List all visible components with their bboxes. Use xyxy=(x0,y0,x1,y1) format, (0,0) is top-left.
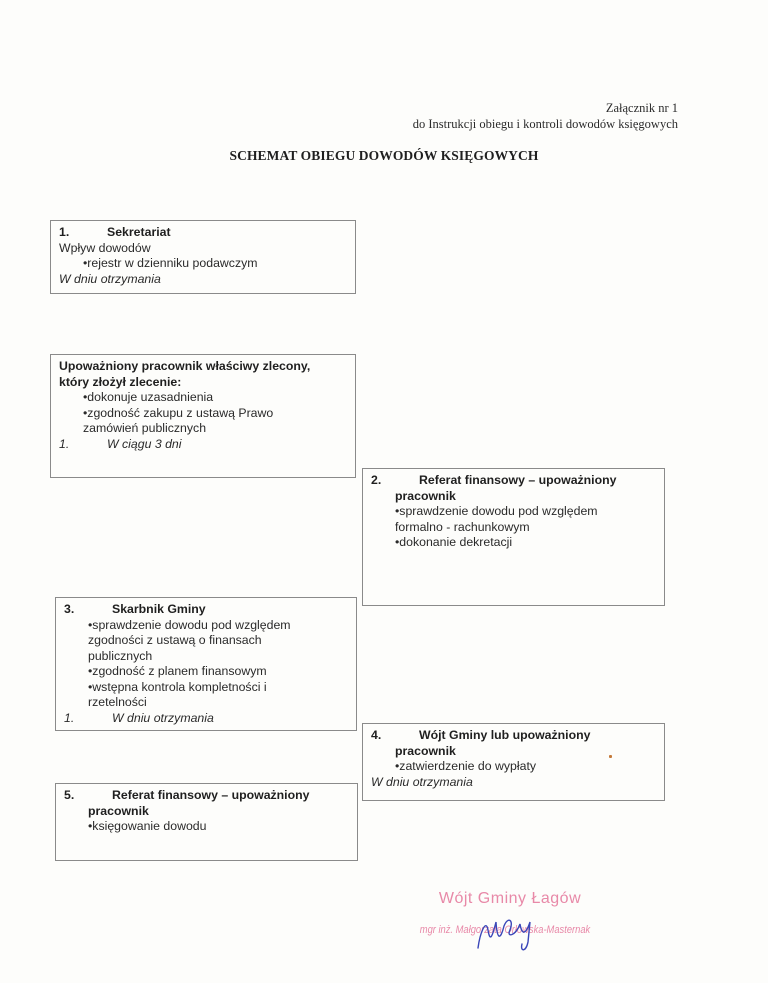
bullet-item: •dokonuje uzasadnienia xyxy=(83,390,214,404)
step-number: 2. xyxy=(371,473,382,487)
box-wojt-gminy xyxy=(362,723,665,801)
stamp-title: Wójt Gminy Łagów xyxy=(438,890,582,907)
bullet-item-cont: zamówień publicznych xyxy=(83,421,207,435)
box-title-cont: który złożył zlecenie: xyxy=(59,374,182,389)
deadline-number: 1. xyxy=(64,710,75,725)
annex-header xyxy=(413,100,678,132)
bullet-item: •dokonanie dekretacji xyxy=(395,535,513,549)
bullet-item-cont: zgodności z ustawą o finansach xyxy=(88,633,262,647)
bullet-item: •zatwierdzenie do wypłaty xyxy=(395,759,537,773)
box-sekretariat xyxy=(50,220,356,294)
bullet-item-cont: formalno - rachunkowym xyxy=(395,519,530,534)
bullet-item: •rejestr w dzienniku podawczym xyxy=(83,256,258,270)
bullet-item: •wstępna kontrola kompletności i xyxy=(88,679,267,694)
annex-reference: do Instrukcji obiegu i kontroli dowodów księgowych xyxy=(412,117,678,131)
box-title-cont: pracownik xyxy=(395,743,456,758)
box-title: Skarbnik Gminy xyxy=(112,602,206,616)
bullet-item: •sprawdzenie dowodu pod względem xyxy=(88,617,291,632)
box-line: Wpływ dowodów xyxy=(59,240,151,255)
box-title: Referat finansowy – upoważniony xyxy=(112,788,310,802)
bullet-item-cont: publicznych xyxy=(88,648,153,663)
box-referat-finansowy-dekretacja xyxy=(362,468,665,606)
bullet-item: •księgowanie dowodu xyxy=(88,819,207,833)
bullet-item: •zgodność z planem finansowym xyxy=(88,664,267,678)
bullet-item: •sprawdzenie dowodu pod względem xyxy=(395,504,598,518)
deadline: W dniu otrzymania xyxy=(371,774,473,789)
step-number: 1. xyxy=(59,225,70,239)
deadline: W dniu otrzymania xyxy=(112,710,214,725)
box-title: Sekretariat xyxy=(107,225,171,239)
step-number: 5. xyxy=(64,788,75,802)
box-title: Wójt Gminy lub upoważniony xyxy=(419,728,591,742)
stamp-name: mgr inż. Małgorzata Orłowska-Masternak xyxy=(419,924,591,936)
deadline-number: 1. xyxy=(59,436,70,451)
box-referat-finansowy-ksiegowanie xyxy=(55,783,358,861)
step-number: 3. xyxy=(64,602,75,616)
scan-speck xyxy=(609,755,612,758)
deadline: W ciągu 3 dni xyxy=(107,436,182,451)
signature-icon xyxy=(470,908,560,958)
bullet-item-cont: rzetelności xyxy=(88,695,147,709)
deadline: W dniu otrzymania xyxy=(59,271,161,286)
annex-number: Załącznik nr 1 xyxy=(605,101,678,115)
box-title: Referat finansowy – upoważniony xyxy=(419,473,617,487)
box-skarbnik-gminy xyxy=(55,597,357,731)
bullet-item: •zgodność zakupu z ustawą Prawo xyxy=(83,405,274,420)
box-title-cont: pracownik xyxy=(395,488,456,503)
box-title: Upoważniony pracownik właściwy zlecony, xyxy=(59,359,311,373)
box-upowazniony-pracownik xyxy=(50,354,356,478)
step-number: 4. xyxy=(371,728,382,742)
document-title: SCHEMAT OBIEGU DOWODÓW KSIĘGOWYCH xyxy=(229,148,539,163)
box-title-cont: pracownik xyxy=(88,803,149,818)
